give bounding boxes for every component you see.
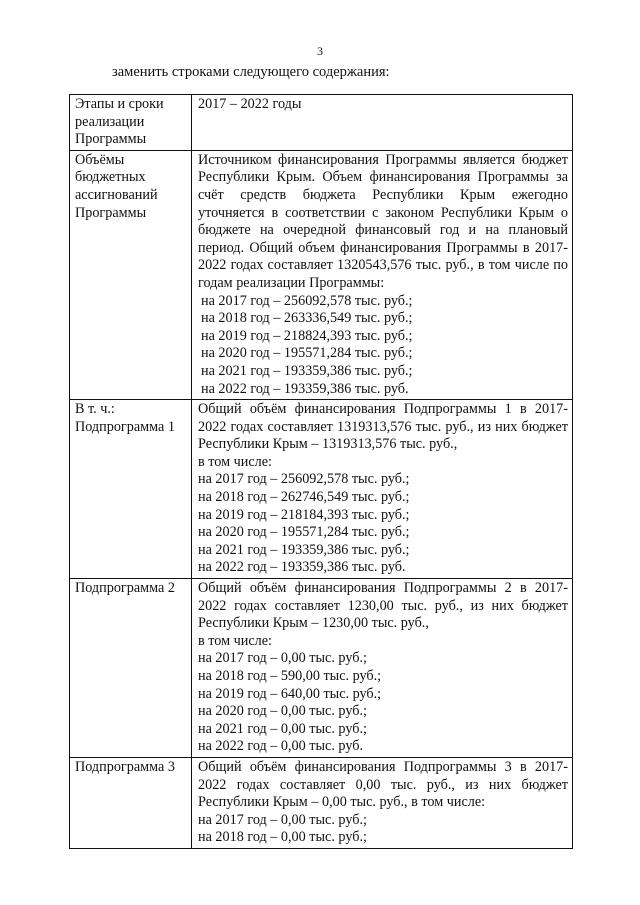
program-table <box>69 94 573 849</box>
year-line: на 2021 год – 193359,386 тыс. руб.; <box>201 362 413 379</box>
year-line: на 2018 год – 590,00 тыс. руб.; <box>198 668 382 684</box>
table-row <box>70 579 573 758</box>
funding-paragraph: Источником финансирования Программы является бюджет Республики Крым. Объем финансирования Программы за счёт средств бюджета Республики Крым ежегодно уточняется в соответствии с законом Республики Крым о бюджете на очередной финансовый год и на плановый период. Общий объем финансирования Программы в 2017-2022 годах составляет 1320543,576 тыс. руб., в том числе по годам реализации Программы: <box>198 151 568 291</box>
year-line: на 2020 год – 0,00 тыс. руб.; <box>198 703 367 720</box>
stage-text: 2017 – 2022 годы <box>198 96 302 112</box>
row-label: Этапы и сроки реализации Программы <box>70 95 192 151</box>
row-content <box>192 95 573 151</box>
table-row <box>70 400 573 579</box>
table-row <box>70 757 573 848</box>
year-line: на 2017 год – 0,00 тыс. руб.; <box>198 811 367 828</box>
row-content <box>192 150 573 399</box>
row-label: Подпрограмма 3 <box>70 757 192 848</box>
year-line: на 2019 год – 218824,393 тыс. руб.; <box>201 327 413 344</box>
year-line: на 2022 год – 193359,386 тыс. руб. <box>198 559 406 576</box>
row-content <box>192 579 573 758</box>
row-label: Объёмы бюджетных ассигнований Программы <box>70 150 192 399</box>
year-line: на 2020 год – 195571,284 тыс. руб.; <box>198 524 410 541</box>
row-content <box>192 757 573 848</box>
year-line: на 2018 год – 262746,549 тыс. руб.; <box>198 489 410 506</box>
year-line: на 2020 год – 195571,284 тыс. руб.; <box>201 345 413 362</box>
year-line: на 2017 год – 256092,578 тыс. руб.; <box>201 292 413 309</box>
year-line: на 2021 год – 0,00 тыс. руб.; <box>198 720 367 737</box>
year-line: на 2018 год – 263336,549 тыс. руб.; <box>201 310 413 327</box>
year-line: на 2017 год – 256092,578 тыс. руб.; <box>198 471 410 488</box>
funding-paragraph: Общий объём финансирования Подпрограммы 1 в 2017-2022 годах составляет 1319313,576 тыс. руб., из них бюджет Республики Крым – 1319313,576 тыс. руб., <box>198 401 568 453</box>
year-line: на 2022 год – 0,00 тыс. руб. <box>198 738 363 755</box>
funding-paragraph: Общий объём финансирования Подпрограммы 3 в 2017-2022 годах составляет 0,00 тыс. руб., из них бюджет Республики Крым – 0,00 тыс. руб., в том числе: <box>198 758 568 811</box>
year-line: на 2021 год – 193359,386 тыс. руб.; <box>198 541 410 558</box>
year-line: на 2022 год – 193359,386 тыс. руб. <box>201 380 409 397</box>
year-line: на 2018 год – 0,00 тыс. руб.; <box>198 829 367 846</box>
row-content <box>192 400 573 579</box>
intro-text: заменить строками следующего содержания: <box>112 64 390 80</box>
row-label: Подпрограмма 2 <box>70 579 192 758</box>
table-row <box>70 95 573 151</box>
year-line: на 2019 год – 640,00 тыс. руб.; <box>198 685 382 702</box>
subtext-line: в том числе: <box>198 453 272 470</box>
year-line: на 2019 год – 218184,393 тыс. руб.; <box>198 506 410 523</box>
table-row <box>70 150 573 399</box>
funding-paragraph: Общий объём финансирования Подпрограммы 2 в 2017-2022 годах составляет 1230,00 тыс. руб., из них бюджет Республики Крым – 1230,00 тыс. руб., <box>198 580 568 632</box>
row-label: В т. ч.: Подпрограмма 1 <box>70 400 192 579</box>
page-number: 3 <box>317 44 323 58</box>
year-line: на 2017 год – 0,00 тыс. руб.; <box>198 650 367 667</box>
subtext-line: в том числе: <box>198 632 272 649</box>
